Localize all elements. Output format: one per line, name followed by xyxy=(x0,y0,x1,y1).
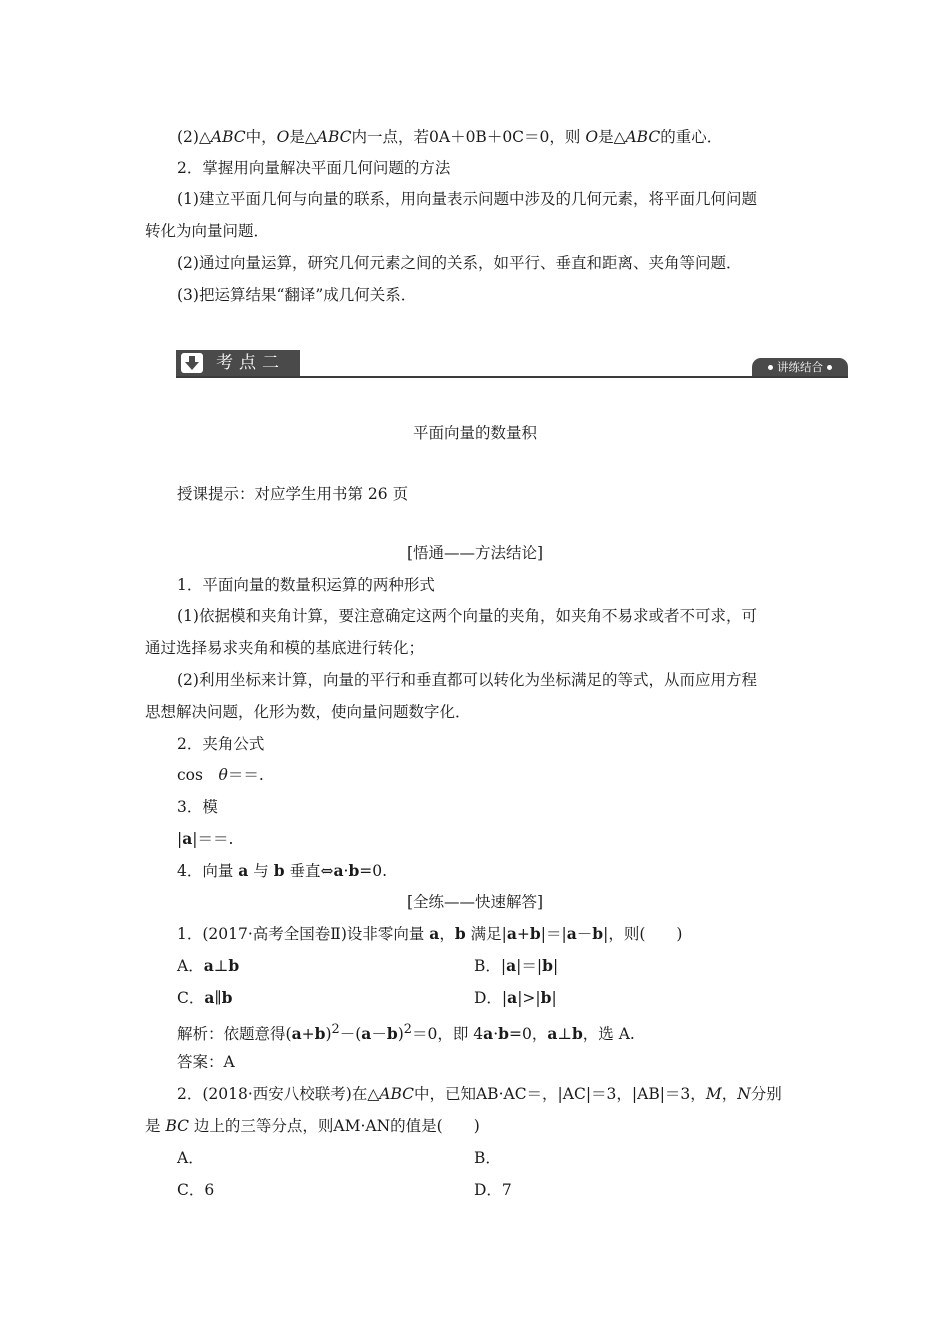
quanlian-heading: [全练——快速解答] xyxy=(406,893,544,911)
section-heading: 平面向量的数量积 xyxy=(412,424,537,442)
q1-option-c: C．a∥b xyxy=(177,988,233,1007)
q1-answer: 答案：A xyxy=(177,1053,235,1071)
method-1b: 通过选择易求夹角和模的基底进行转化； xyxy=(145,639,425,657)
method-1-title: 1．平面向量的数量积运算的两种形式 xyxy=(177,576,435,594)
perpendicular-rule: 4．向量 a 与 b 垂直⇔a·b=0. xyxy=(177,861,388,880)
down-arrow-icon xyxy=(181,353,203,373)
teaching-hint: 授课提示：对应学生用书第 26 页 xyxy=(177,485,409,503)
bullet-icon xyxy=(827,365,832,370)
bullet-icon xyxy=(768,365,773,370)
q2-option-a: A． xyxy=(177,1149,204,1167)
section-banner xyxy=(176,350,848,378)
q2-option-d: D．7 xyxy=(474,1181,512,1199)
top-line-step1b: 转化为向量问题． xyxy=(145,222,270,240)
q2-option-b: B． xyxy=(474,1149,501,1167)
top-line-method-title: 2．掌握用向量解决平面几何问题的方法 xyxy=(177,159,451,177)
banner-title: 考点二 xyxy=(216,353,285,373)
method-2a: (2)利用坐标来计算，向量的平行和垂直都可以转化为坐标满足的等式，从而应用方程 xyxy=(177,671,757,689)
banner-rule xyxy=(176,376,848,378)
q2-stem-line2: 是 BC 边上的三等分点，则AM·AN的值是( ) xyxy=(145,1117,480,1135)
q1-stem: 1．(2017·高考全国卷Ⅱ)设非零向量 a，b 满足|a+b|＝|a－b|，则( ) xyxy=(177,924,683,943)
method-2b: 思想解决问题，化形为数，使向量问题数字化． xyxy=(145,703,471,721)
modulus-formula: |a|＝＝. xyxy=(177,829,234,848)
banner-mode-label: 讲练结合 xyxy=(777,360,823,374)
q2-option-c: C．6 xyxy=(177,1181,215,1199)
angle-formula: cos θ＝＝. xyxy=(177,766,264,784)
top-line-centroid: (2)△ABC中，O是△ABC内一点，若0A＋0B＋0C＝0，则 O是△ABC的重心． xyxy=(177,128,723,146)
banner-tab xyxy=(176,350,300,376)
banner-mode-badge xyxy=(752,358,848,376)
q2-stem-line1: 2．(2018·西安八校联考)在△ABC中，已知AB·AC＝，|AC|＝3，|AB|＝3，M，N分别 xyxy=(177,1085,782,1103)
top-line-step3: (3)把运算结果“翻译”成几何关系． xyxy=(177,286,417,304)
q1-option-a: A．a⊥b xyxy=(177,956,240,975)
angle-formula-title: 2．夹角公式 xyxy=(177,735,265,753)
q1-analysis: 解析：依题意得$(a+b)^2-(a-b)^2=0$，即 4a·b=0，a⊥b，选 A. xyxy=(177,1022,635,1044)
modulus-title: 3．模 xyxy=(177,798,218,816)
method-1a: (1)依据模和夹角计算，要注意确定这两个向量的夹角，如夹角不易求或者不可求，可 xyxy=(177,607,757,625)
top-line-step1a: (1)建立平面几何与向量的联系，用向量表示问题中涉及的几何元素，将平面几何问题 xyxy=(177,190,757,208)
q1-option-d: D．|a|>|b| xyxy=(474,988,557,1007)
wutong-heading: [悟通——方法结论] xyxy=(406,544,544,562)
q1-option-b: B．|a|＝|b| xyxy=(474,956,559,975)
top-line-step2: (2)通过向量运算，研究几何元素之间的关系，如平行、垂直和距离、夹角等问题． xyxy=(177,254,742,272)
